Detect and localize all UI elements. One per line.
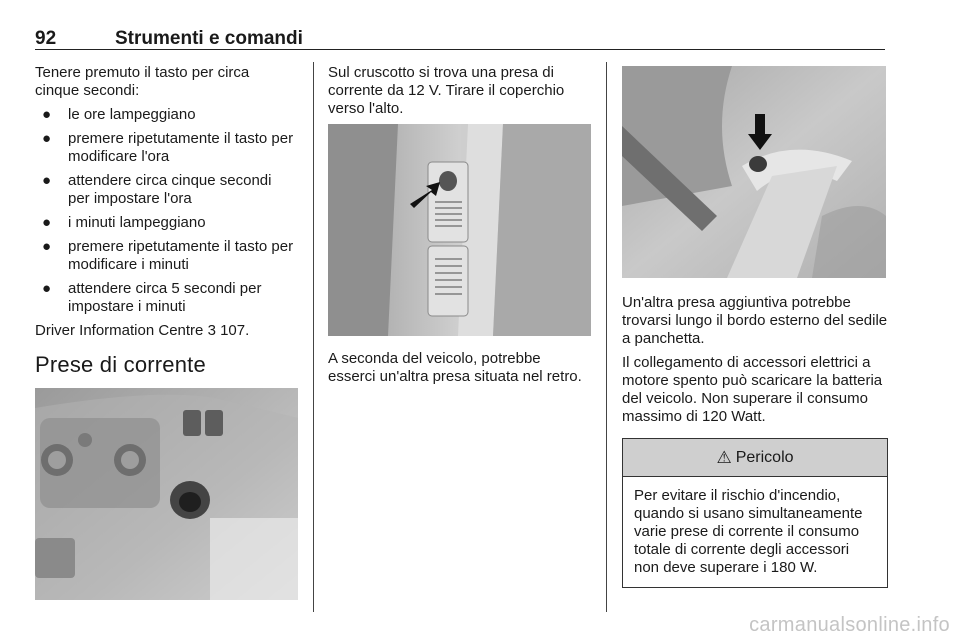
paragraph: Il collegamento di accessori elettrici a motore spento può scaricare la batteria del veicolo. Non superare il consumo massimo di 120 Watt. <box>622 354 883 425</box>
steps-list <box>35 106 297 316</box>
column-middle <box>328 64 590 392</box>
warning-triangle-icon: ⚠ <box>716 447 732 467</box>
intro-text: Tenere premuto il tasto per circa cinque secondi: <box>35 64 250 99</box>
bullet-icon: ● <box>42 238 52 255</box>
page-header <box>35 26 885 50</box>
seat-socket-photo <box>622 66 886 278</box>
paragraph: Sul cruscotto si trova una presa di corrente da 12 V. Tirare il coperchio verso l'alto. <box>328 64 565 117</box>
list-item: ● attendere circa cinque secondi per impostare l'ora <box>42 172 272 207</box>
page-number: 92 <box>35 28 57 49</box>
list-item: ● i minuti lampeggiano <box>42 214 206 231</box>
page-reference-icon: 3 <box>207 322 216 339</box>
bullet-icon: ● <box>42 130 52 147</box>
column-divider <box>313 62 314 612</box>
section-title: Prese di corrente <box>35 352 206 377</box>
paragraph: Un'altra presa aggiuntiva potrebbe trovarsi lungo il bordo esterno del sedile a panchetta. <box>622 294 888 347</box>
column-right <box>622 64 888 588</box>
warning-box <box>622 438 888 588</box>
column-left <box>35 64 297 600</box>
cross-reference[interactable]: Driver Information Centre 3 107. <box>35 322 250 339</box>
rear-socket-photo <box>328 124 591 336</box>
bullet-icon: ● <box>42 106 52 123</box>
list-item: ● le ore lampeggiano <box>42 106 196 123</box>
list-item: ● premere ripetutamente il tasto per modificare l'ora <box>42 130 294 165</box>
warning-title: Pericolo <box>735 448 794 466</box>
dashboard-socket-photo <box>35 388 298 600</box>
chapter-title: Strumenti e comandi <box>115 28 303 49</box>
bullet-icon: ● <box>42 280 52 297</box>
column-divider <box>606 62 607 612</box>
watermark: carmanualsonline.info <box>749 614 950 636</box>
paragraph: A seconda del veicolo, potrebbe esserci un'altra presa situata nel retro. <box>328 350 582 385</box>
bullet-icon: ● <box>42 172 52 189</box>
list-item: ● premere ripetutamente il tasto per modificare i minuti <box>42 238 294 273</box>
warning-header <box>623 439 887 477</box>
bullet-icon: ● <box>42 214 52 231</box>
warning-text: Per evitare il rischio d'incendio, quando si usano simultaneamente varie prese di corrente il consumo totale di corrente degli accessori non deve superare i 180 W. <box>634 487 863 576</box>
list-item: ● attendere circa 5 secondi per impostare i minuti <box>42 280 262 315</box>
